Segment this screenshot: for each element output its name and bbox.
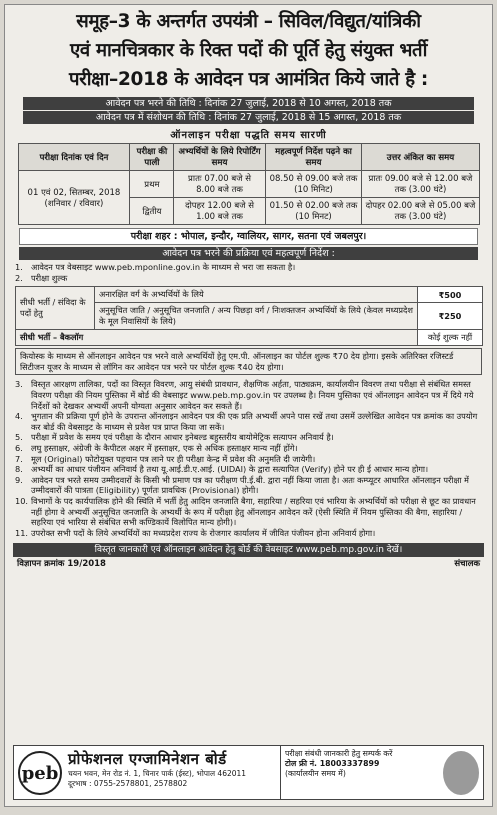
item-number: 4.: [15, 411, 23, 422]
item-number: 1.: [15, 262, 23, 272]
helpline-text: परीक्षा संबंधी जानकारी हेतु सम्पर्क करें: [285, 749, 393, 758]
item-text: उपरोक्त सभी पदों के लिये अभ्यर्थियों का मध्यप्रदेश राज्य के रोजगार कार्यालय में जीवित पंजीयन होना अनिवार्य होगा।: [31, 527, 376, 538]
reporting-cell: प्रातः 07.00 बजे से 8.00 बजे तक: [174, 171, 265, 198]
kiosk-note: कियोस्क के माध्यम से ऑनलाइन आवेदन पत्र भरने वाले अभ्यर्थियों हेतु एम.पी. ऑनलाइन का पोर्टल शुल्क ₹70 देय होगा। इसके अतिरिक्त रजिस्टर्ड सिटीजन यूजर के माध्यम से लॉगिन कर आवेदन पत्र भरने पर पोर्टल शुल्क ₹40 देय होगा।: [15, 348, 482, 375]
board-footer: [13, 745, 484, 800]
table-row: [16, 287, 483, 303]
official-photo: [439, 746, 483, 799]
table-row: [18, 171, 479, 198]
item-text: आवेदन पत्र वेबसाइट www.peb.mponline.gov.in के माध्यम से भरा जा सकता है।: [31, 262, 296, 272]
helpline-box: [280, 746, 439, 799]
apply-dates-bar: आवेदन पत्र भरने की तिथि : दिनांक 27 जुलाई, 2018 से 10 अगस्त, 2018 तक: [23, 97, 474, 110]
ad-number-row: [17, 558, 480, 569]
item-number: 3.: [15, 379, 23, 390]
item-number: 10.: [15, 495, 29, 506]
list-item: [15, 443, 482, 454]
schedule-table: [18, 143, 480, 225]
item-number: 5.: [15, 432, 23, 443]
item-number: 9.: [15, 474, 23, 485]
item-text: परीक्षा में प्रवेश के समय एवं परीक्षा के दौरान आधार इनेबल्ड बहुस्तरीय बायोमेट्रिक सत्यापन अनिवार्य है।: [31, 432, 334, 443]
list-item: [15, 411, 482, 432]
item-text: लघु हस्ताक्षर, अंग्रेजी के कैपीटल अक्षर में हस्ताक्षर, एक से अधिक हस्ताक्षर मान्य नहीं होंगे।: [31, 442, 298, 453]
item-text: विभागों के पद कार्यपालिक होने की स्थिति में भर्ती हेतु आदिम जनजाति बैगा, सहारिया / सहरिया एवं भारिया के अभ्यर्थियों को परीक्षा से छूट का प्रावधान नहीं होगा वे अभ्यर्थी अनुसूचित जनजाति के अभ्यर्थी के रूप में परीक्षा हेतु ऑनलाइन आवेदन करें (ऐसी स्थिति में नियम पुस्तिका की बैगा, सहारिया / सहरिया एवं भारिया से संबंधित सभी कण्डिकायें विलोपित मान्य होगी)।: [31, 495, 476, 528]
headline-line-1: समूह–3 के अन्तर्गत उपयंत्री – सिविल/विद्युत/यांत्रिकी: [76, 11, 421, 32]
peb-logo: peb: [18, 751, 62, 795]
item-text: मूल (Original) फोटोयुक्त पहचान पत्र लाने पर ही परीक्षा केन्द्र में प्रवेश की अनुमति दी जायेगी।: [31, 453, 316, 464]
list-item: [15, 454, 482, 465]
board-phone: दूरभाष : 0755-2578801, 2578802: [68, 779, 188, 788]
schedule-header-row: [18, 144, 479, 171]
col-instructions: महत्वपूर्ण निर्देश पढ़ने का समय: [265, 144, 362, 171]
col-reporting: अभ्यर्थियों के लिये रिपोर्टिंग समय: [174, 144, 265, 171]
helpline-hours: (कार्यालयीन समय में): [285, 769, 346, 778]
item-text: आवेदन पत्र भरते समय उम्मीदवारों के किसी भी प्रमाण पत्र का परीक्षण पी.ई.बी. द्वारा नहीं किया जाता है। अतः कम्प्यूटर आधारित ऑनलाइन परीक्षा में उम्मीदवारों की पात्रता (Eligibility) पूर्णतः प्रावधिक (Provisional) होगी।: [31, 474, 469, 496]
headline-line-2: एवं मानचित्रकार के रिक्त पदों की पूर्ति हेतु संयुक्त भर्ती: [69, 40, 428, 61]
instructions-cell: 08.50 से 09.00 बजे तक (10 मिनिट): [265, 171, 362, 198]
fee-amount: ₹250: [418, 303, 483, 330]
item-number: 7.: [15, 453, 23, 464]
item-text: परीक्षा शुल्क: [31, 272, 68, 283]
table-row: [16, 330, 483, 346]
fee-row-label: अनारक्षित वर्ग के अभ्यर्थियों के लिये: [95, 287, 418, 303]
headline-line-3: परीक्षा–2018 के आवेदन पत्र आमंत्रित किये जाते है :: [68, 69, 429, 90]
backlog-fee: कोई शुल्क नहीं: [418, 330, 483, 346]
col-date: परीक्षा दिनांक एवं दिन: [18, 144, 130, 171]
website-bar: विस्तृत जानकारी एवं ऑनलाइन आवेदन हेतु बोर्ड की वेबसाइट www.peb.mp.gov.in देखें।: [13, 543, 484, 557]
answer-cell: प्रातः 09.00 बजे से 12.00 बजे तक (3.00 घंटे): [362, 171, 479, 198]
schedule-title: ऑनलाइन परीक्षा पद्धति समय सारणी: [170, 130, 327, 141]
signatory: संचालक: [454, 559, 480, 570]
list-item: [15, 432, 482, 443]
backlog-label: सीधी भर्ती – बैकलॉग: [16, 330, 418, 346]
col-shift: परीक्षा की पाली: [130, 144, 174, 171]
board-name: प्रोफेशनल एग्जामिनेशन बोर्ड: [68, 750, 227, 768]
modify-dates-bar: आवेदन पत्र में संशोधन की तिथि : दिनांक 27 जुलाई, 2018 से 15 अगस्त, 2018 तक: [23, 111, 474, 124]
item-number: 2.: [15, 272, 23, 283]
board-address: चयन भवन, मेन रोड नं. 1, चिनार पार्क (ईस्ट), भोपाल 462011: [68, 769, 247, 778]
fee-table: [15, 286, 483, 346]
fee-row-label: अनुसूचित जाति / अनुसूचित जनजाति / अन्य पिछड़ा वर्ग / निःशक्तजन अभ्यर्थियों के लिये (केवल मध्यप्रदेश के मूल निवासियों के लिये): [95, 303, 418, 330]
list-item: [15, 496, 482, 528]
ad-number: विज्ञापन क्रमांक 19/2018: [17, 559, 106, 570]
list-item: [15, 379, 482, 411]
reporting-cell: दोपहर 12.00 बजे से 1.00 बजे तक: [174, 198, 265, 225]
list-item: [15, 475, 482, 496]
list-item: [15, 528, 482, 539]
top-items: [15, 262, 482, 283]
answer-cell: दोपहर 02.00 बजे से 05.00 बजे तक (3.00 घंटे): [362, 198, 479, 225]
item-number: 8.: [15, 464, 23, 475]
exam-date-cell: 01 एवं 02, सितम्बर, 2018 (शनिवार / रविवार): [18, 171, 130, 225]
headline: [5, 5, 492, 94]
portrait-image: [443, 751, 479, 795]
shift-cell: द्वितीय: [130, 198, 174, 225]
advertisement-page: [4, 4, 493, 807]
instruction-list: [15, 379, 482, 538]
item-text: भुगतान की प्रक्रिया पूर्ण होने के उपरान्त ऑनलाइन आवेदन पत्र की एक प्रति अभ्यर्थी अपने पास रखें तथा उसमें उल्लेखित आवेदन पत्र क्रमांक का उपयोग कर बोर्ड की वेबसाइट के माध्यम से प्रवेश पत्र प्राप्त किया जा सकें।: [31, 411, 478, 432]
list-item: [15, 273, 482, 284]
item-text: विस्तृत आरक्षण तालिका, पदों का विस्तृत विवरण, आयु संबंधी प्रावधान, शैक्षणिक अर्हता, पाठ्यक्रम, कार्यालयीन विवरण तथा परीक्षा से संबंधित समस्त विवरण परीक्षा की नियम पुस्तिका में बोर्ड की वेबसाइट www.peb.mp.gov.in पर उपलब्ध है। नियम पुस्तिका एवं ऑनलाइन आवेदन पत्र में दिये गये निर्देशों को देखकर अभ्यर्थी अपनी योग्यता अनुसार आवेदन कर सकते हैं।: [31, 379, 474, 411]
exam-cities: परीक्षा शहर : भोपाल, इन्दौर, ग्वालियर, सागर, सतना एवं जबलपुर।: [19, 228, 478, 245]
list-item: [15, 262, 482, 273]
item-number: 11.: [15, 527, 29, 538]
list-item: [15, 464, 482, 475]
item-text: अभ्यर्थी का आधार पंजीयन अनिवार्य है तथा यू.आई.डी.ए.आई. (UIDAI) के द्वारा सत्यापित (Verify) होने पर ही ई आधार मान्य होगा।: [31, 464, 429, 475]
fee-category-label: सीधी भर्ती / संविदा के पदों हेतु: [16, 287, 95, 330]
fee-amount: ₹500: [418, 287, 483, 303]
process-title-bar: आवेदन पत्र भरने की प्रक्रिया एवं महत्वपूर्ण निर्देश :: [19, 247, 478, 260]
shift-cell: प्रथम: [130, 171, 174, 198]
board-info: [66, 746, 280, 799]
item-number: 6.: [15, 442, 23, 453]
col-answer: उत्तर अंकित का समय: [362, 144, 479, 171]
instructions-cell: 01.50 से 02.00 बजे तक (10 मिनट): [265, 198, 362, 225]
helpline-number: टोल फ्री नं. 18003337899: [285, 759, 380, 768]
